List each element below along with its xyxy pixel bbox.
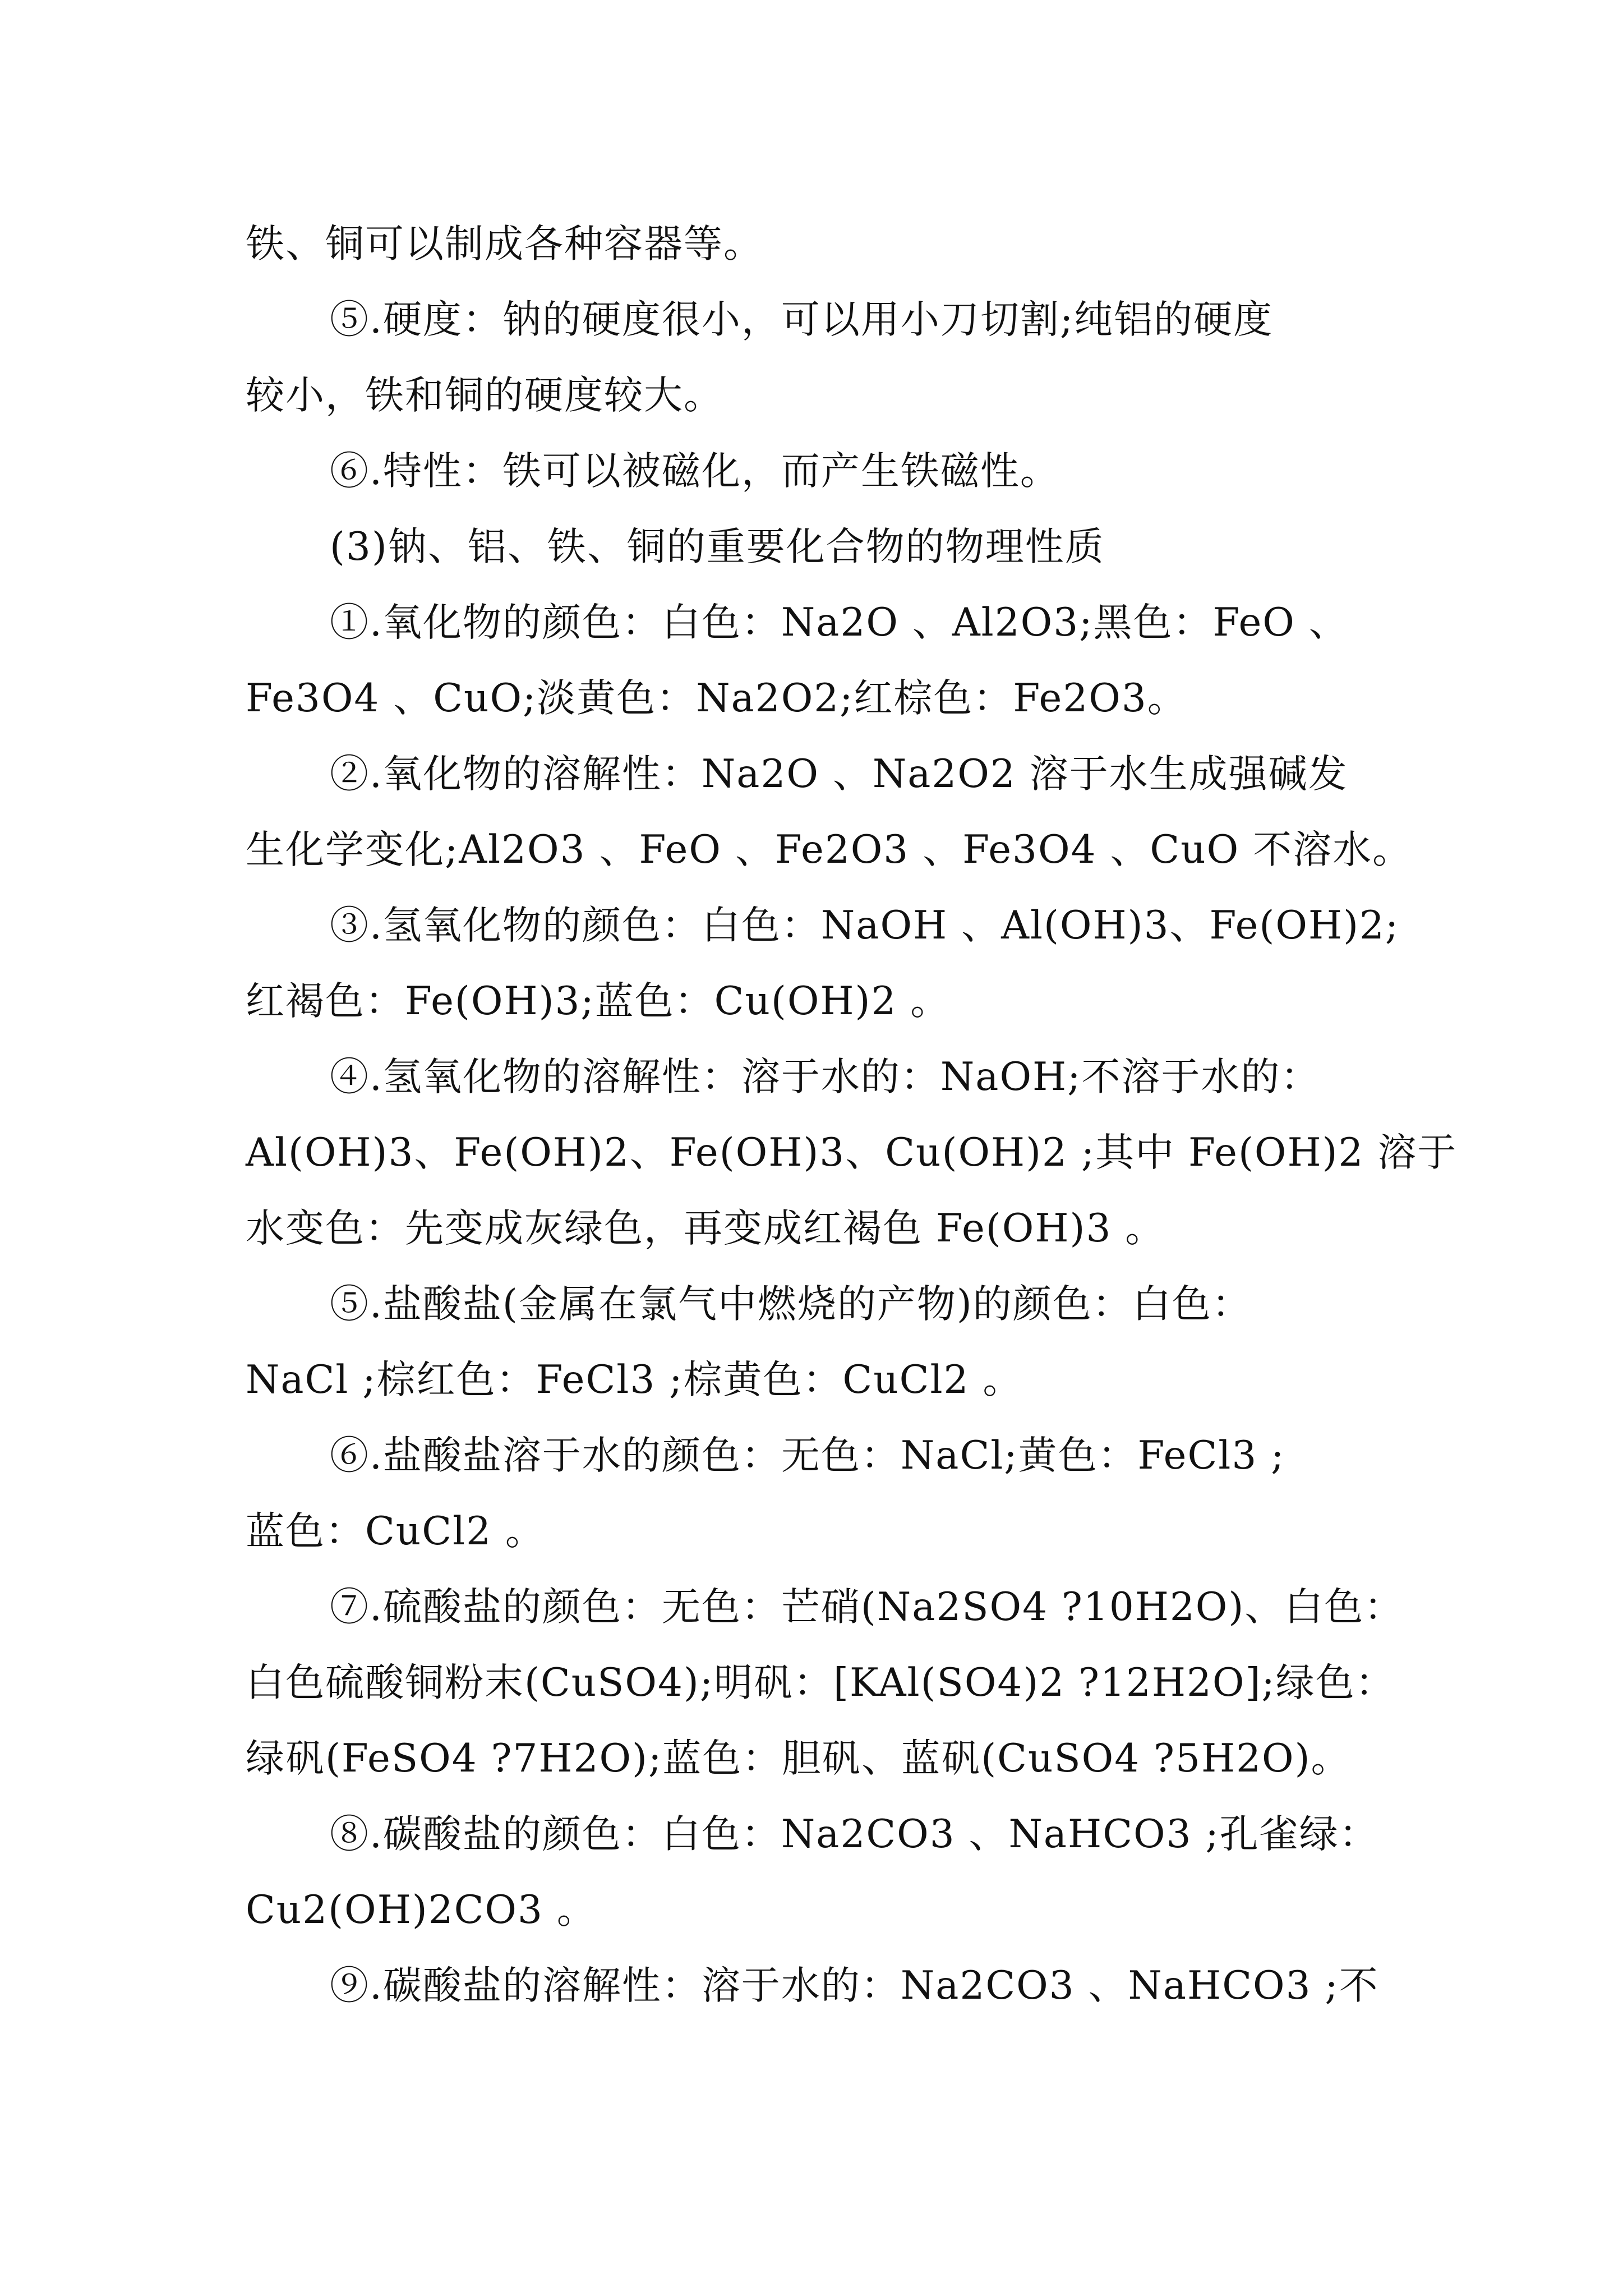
text-line: ②.氧化物的溶解性：Na2O 、Na2O2 溶于水生成强碱发 bbox=[330, 752, 1348, 797]
text-line: ①.氧化物的颜色：白色：Na2O 、Al2O3;黑色：FeO 、 bbox=[330, 600, 1349, 645]
text-line: ⑨.碳酸盐的溶解性：溶于水的：Na2CO3 、NaHCO3 ;不 bbox=[330, 1963, 1379, 2008]
text-line: NaCl ;棕红色：FeCl3 ;棕黄色：CuCl2 。 bbox=[246, 1358, 1023, 1402]
text-line: Cu2(OH)2CO3 。 bbox=[246, 1888, 597, 1932]
text-line: ⑥.盐酸盐溶于水的颜色：无色：NaCl;黄色：FeCl3 ; bbox=[330, 1433, 1285, 1478]
text-line: ④.氢氧化物的溶解性：溶于水的：NaOH;不溶于水的： bbox=[330, 1055, 1321, 1099]
text-line: 红褐色：Fe(OH)3;蓝色：Cu(OH)2 。 bbox=[246, 979, 951, 1024]
text-line: 较小，铁和铜的硬度较大。 bbox=[246, 373, 723, 418]
text-line: (3)钠、铝、铁、铜的重要化合物的物理性质 bbox=[330, 524, 1105, 569]
text-line: 蓝色：CuCl2 。 bbox=[246, 1509, 545, 1554]
text-line: ⑤.硬度：钠的硬度很小，可以用小刀切割;纯铝的硬度 bbox=[330, 297, 1274, 342]
text-line: Al(OH)3、Fe(OH)2、Fe(OH)3、Cu(OH)2 ;其中 Fe(OH)2 溶于 bbox=[246, 1130, 1458, 1175]
text-line: 水变色：先变成灰绿色，再变成红褐色 Fe(OH)3 。 bbox=[246, 1206, 1165, 1251]
text-line: ⑦.硫酸盐的颜色：无色：芒硝(Na2SO4 ?10H2O)、白色： bbox=[330, 1585, 1404, 1630]
text-line: ⑤.盐酸盐(金属在氯气中燃烧的产物)的颜色：白色： bbox=[330, 1282, 1252, 1327]
text-line: 白色硫酸铜粉末(CuSO4);明矾：[KAl(SO4)2 ?12H2O];绿色： bbox=[246, 1660, 1395, 1705]
text-line: 生化学变化;Al2O3 、FeO 、Fe2O3 、Fe3O4 、CuO 不溶水。 bbox=[246, 827, 1413, 872]
text-line: ⑧.碳酸盐的颜色：白色：Na2CO3 、NaHCO3 ;孔雀绿： bbox=[330, 1812, 1379, 1857]
text-line: ③.氢氧化物的颜色：白色：NaOH 、Al(OH)3、Fe(OH)2; bbox=[330, 903, 1400, 948]
text-line: ⑥.特性：铁可以被磁化，而产生铁磁性。 bbox=[330, 449, 1060, 494]
text-line: 绿矾(FeSO4 ?7H2O);蓝色：胆矾、蓝矾(CuSO4 ?5H2O)。 bbox=[246, 1736, 1351, 1781]
text-line: 铁、铜可以制成各种容器等。 bbox=[246, 222, 763, 266]
text-line: Fe3O4 、CuO;淡黄色：Na2O2;红棕色：Fe2O3。 bbox=[246, 676, 1187, 721]
